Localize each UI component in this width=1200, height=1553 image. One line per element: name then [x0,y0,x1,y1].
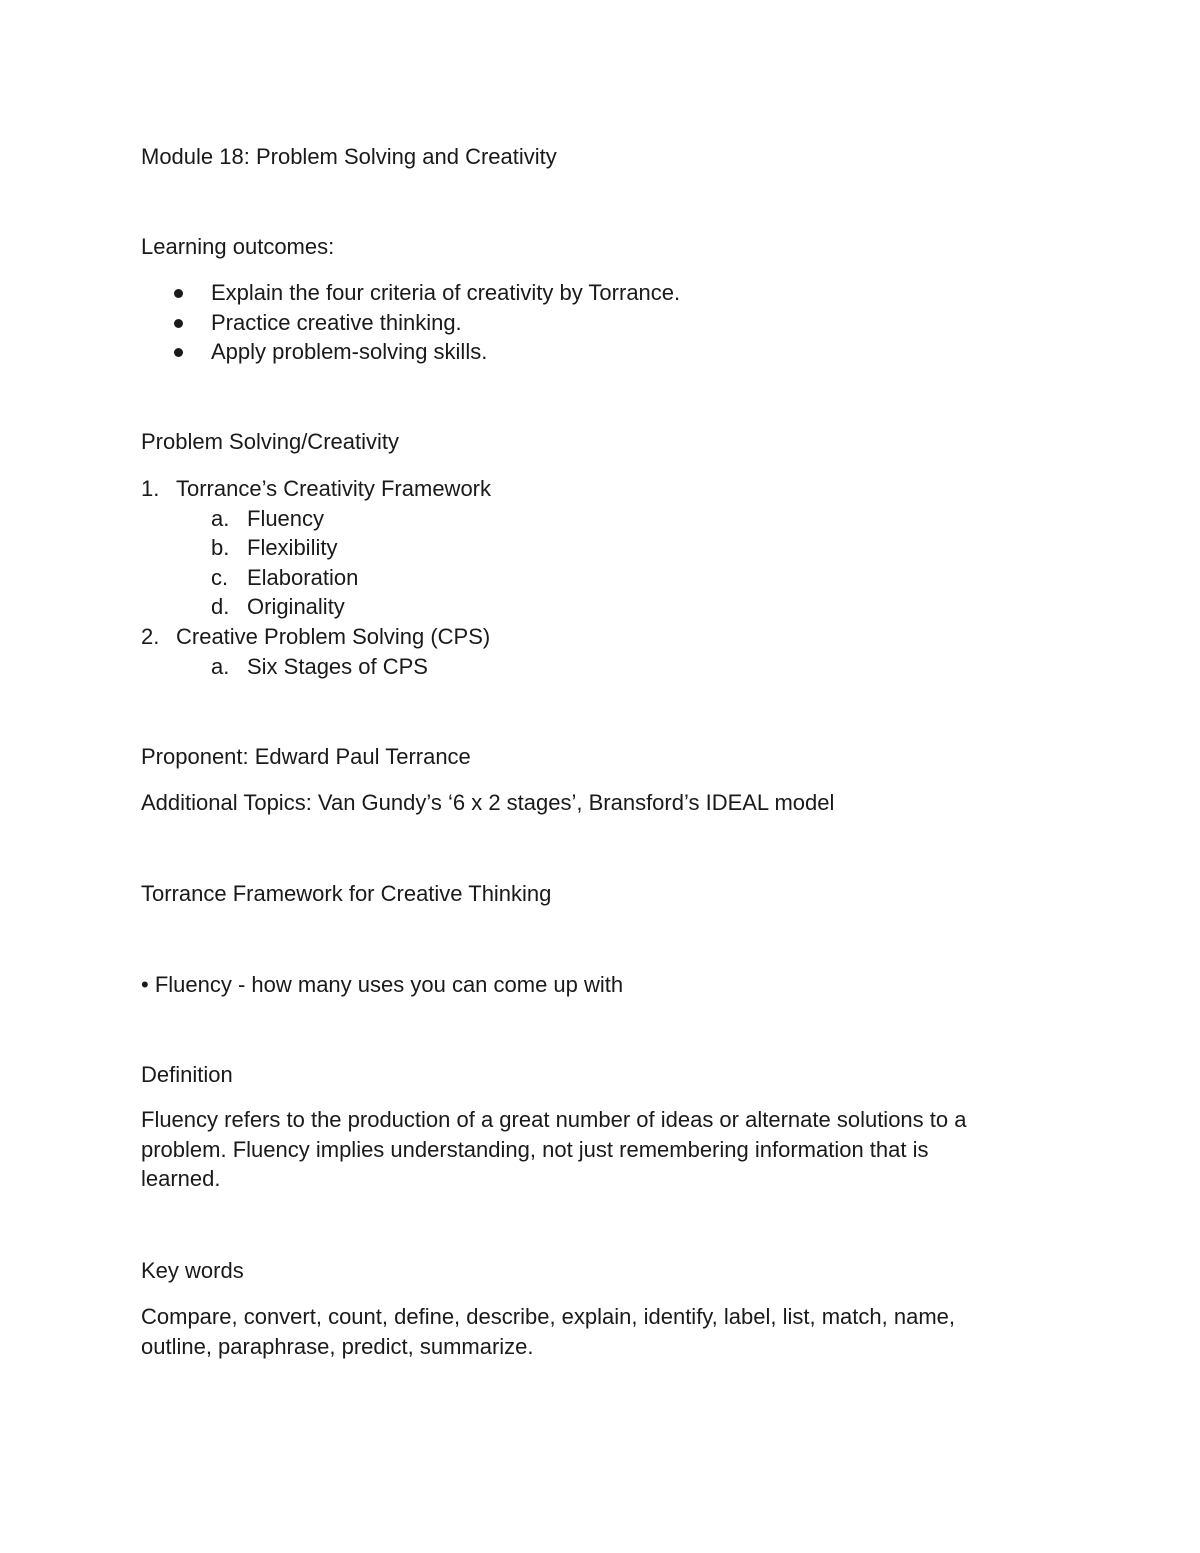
outcome-text: Explain the four criteria of creativity by Torrance. [211,280,681,305]
list-marker: 2. [141,624,160,649]
topic-label: Creative Problem Solving (CPS) [176,624,491,649]
keywords-line: outline, paraphrase, predict, summarize. [141,1334,534,1359]
list-marker: a. [211,506,230,531]
definition-line: problem. Fluency implies understanding, not just remembering information that is [141,1137,929,1162]
fluency-bullet: • Fluency - how many uses you can come up with [141,972,624,997]
list-marker: a. [211,654,230,679]
additional-topics-line: Additional Topics: Van Gundy’s ‘6 x 2 stages’, Bransford’s IDEAL model [141,790,835,815]
list-marker: d. [211,594,230,619]
list-marker: c. [211,565,229,590]
bullet-icon [174,289,183,298]
outcome-text: Apply problem-solving skills. [211,339,488,364]
subtopic-label: Elaboration [247,565,359,590]
subtopic-label: Flexibility [247,535,338,560]
bullet-icon [174,319,183,328]
definition-line: learned. [141,1166,221,1191]
proponent-line: Proponent: Edward Paul Terrance [141,744,471,769]
learning-outcomes-heading: Learning outcomes: [141,234,335,259]
definition-line: Fluency refers to the production of a great number of ideas or alternate solutions to a [141,1107,967,1132]
topics-heading: Problem Solving/Creativity [141,429,399,454]
definition-heading: Definition [141,1062,233,1087]
list-marker: 1. [141,476,160,501]
module-title: Module 18: Problem Solving and Creativity [141,144,557,169]
framework-heading: Torrance Framework for Creative Thinking [141,881,552,906]
subtopic-label: Originality [247,594,345,619]
keywords-heading: Key words [141,1258,244,1283]
keywords-line: Compare, convert, count, define, describe, explain, identify, label, list, match, name, [141,1304,955,1329]
bullet-icon [174,348,183,357]
list-marker: b. [211,535,230,560]
subtopic-label: Fluency [247,506,325,531]
topic-label: Torrance’s Creativity Framework [176,476,492,501]
outcome-text: Practice creative thinking. [211,310,462,335]
subtopic-label: Six Stages of CPS [247,654,428,679]
